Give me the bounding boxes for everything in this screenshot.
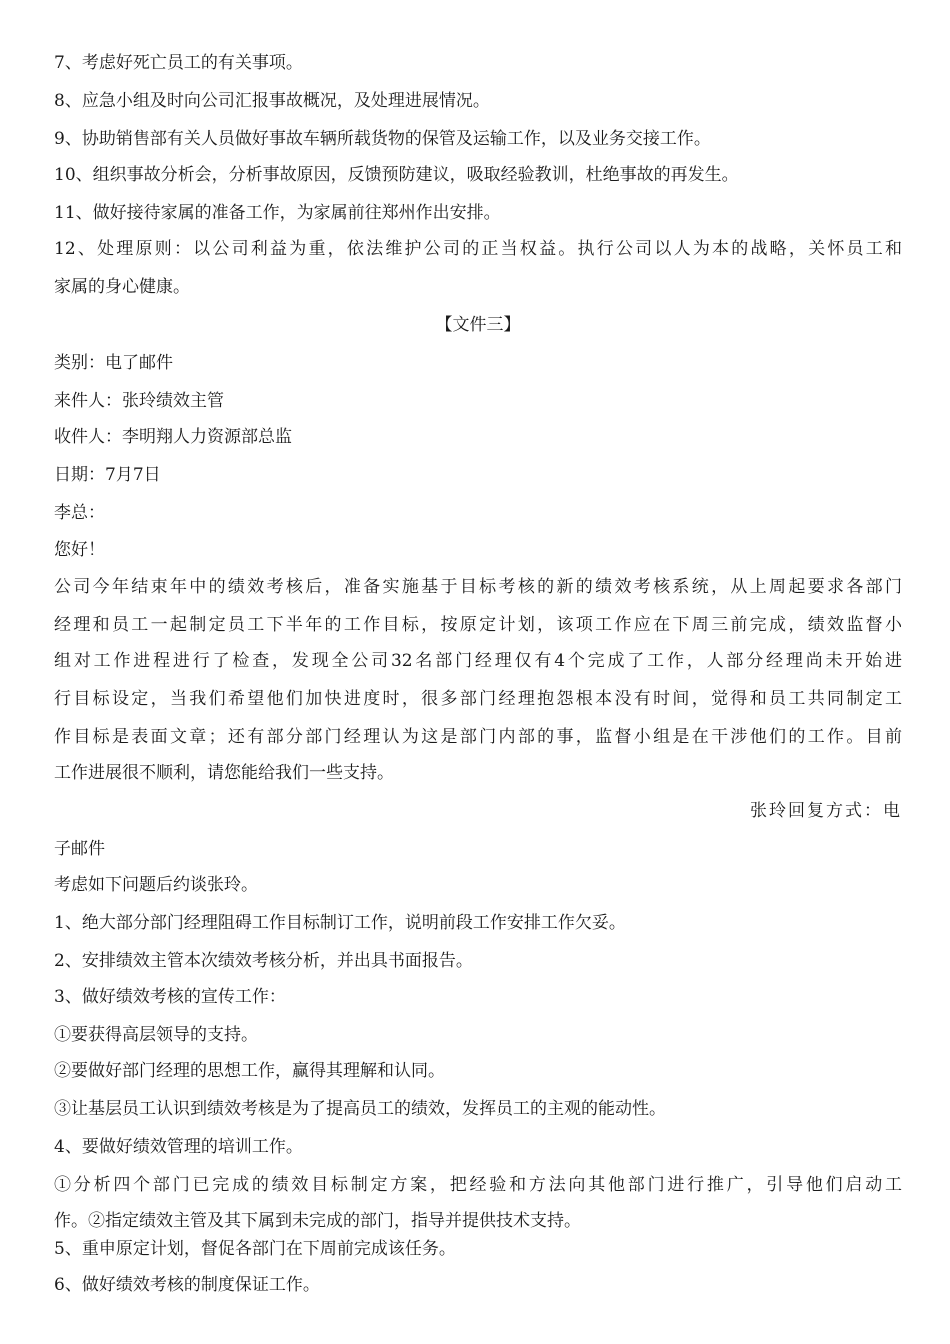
email-body-line: 组对工作进程进行了检查，发现全公司32名部门经理仅有4个完成了工作，人部分经理尚未开始进 (54, 651, 902, 671)
response-subpoint: ③让基层员工认识到绩效考核是为了提高员工的绩效，发挥员工的主观的能动性。 (54, 1099, 666, 1119)
response-subpoint-line1: ①分析四个部门已完成的绩效目标制定方案，把经验和方法向其他部门进行推广，引导他们启动工 (54, 1175, 902, 1195)
response-subpoint: ②要做好部门经理的思想工作，赢得其理解和认同。 (54, 1061, 445, 1081)
email-recipient: 收件人：李明翔人力资源部总监 (54, 427, 292, 447)
list-item: 9、协助销售部有关人员做好事故车辆所载货物的保管及运输工作，以及业务交接工作。 (54, 129, 711, 149)
response-intro: 考虑如下问题后约谈张玲。 (54, 875, 258, 895)
response-point: 1、绝大部分部门经理阻碍工作目标制订工作，说明前段工作安排工作欠妥。 (54, 913, 626, 933)
response-point: 6、做好绩效考核的制度保证工作。 (54, 1275, 320, 1295)
response-point: 5、重申原定计划，督促各部门在下周前完成该任务。 (54, 1239, 456, 1259)
list-item-12-line2: 家属的身心健康。 (54, 277, 190, 297)
email-date: 日期：7月7日 (54, 465, 161, 485)
response-point: 3、做好绩效考核的宣传工作： (54, 987, 286, 1007)
email-body-line: 经理和员工一起制定员工下半年的工作目标，按原定计划，该项工作应在下周三前完成，绩效监督小 (54, 615, 902, 635)
email-greeting: 您好！ (54, 540, 105, 560)
list-item: 11、做好接待家属的准备工作，为家属前往郑州作出安排。 (54, 203, 501, 223)
reply-method-line1: 张玲回复方式：电 (750, 801, 902, 821)
list-item-12-line1: 12、处理原则：以公司利益为重，依法维护公司的正当权益。执行公司以人为本的战略，关怀员工和 (54, 239, 902, 259)
response-subpoint-line2: 作。②指定绩效主管及其下属到未完成的部门，指导并提供技术支持。 (54, 1211, 581, 1231)
email-sender: 来件人：张玲绩效主管 (54, 391, 224, 411)
email-body-line: 作目标是表面文章；还有部分部门经理认为这是部门内部的事，监督小组是在干涉他们的工作。目前 (54, 727, 902, 747)
email-salutation: 李总： (54, 503, 105, 523)
section-heading: 【文件三】 (435, 315, 521, 335)
email-body-line: 工作进展很不顺利，请您能给我们一些支持。 (54, 763, 394, 783)
reply-method-line2: 子邮件 (54, 839, 105, 859)
list-item: 10、组织事故分析会，分析事故原因，反馈预防建议，吸取经验教训，杜绝事故的再发生。 (54, 165, 739, 185)
response-point: 4、要做好绩效管理的培训工作。 (54, 1137, 303, 1157)
list-item: 8、应急小组及时向公司汇报事故概况，及处理进展情况。 (54, 91, 490, 111)
list-item: 7、考虑好死亡员工的有关事项。 (54, 53, 303, 73)
response-subpoint: ①要获得高层领导的支持。 (54, 1025, 258, 1045)
email-body-line: 公司今年结束年中的绩效考核后，准备实施基于目标考核的新的绩效考核系统，从上周起要求各部门 (54, 577, 902, 597)
response-point: 2、安排绩效主管本次绩效考核分析，并出具书面报告。 (54, 951, 473, 971)
document-page (54, 0, 902, 1344)
email-body-line: 行目标设定，当我们希望他们加快进度时，很多部门经理抱怨根本没有时间，觉得和员工共同制定工 (54, 689, 902, 709)
email-type: 类别：电了邮件 (54, 353, 173, 373)
